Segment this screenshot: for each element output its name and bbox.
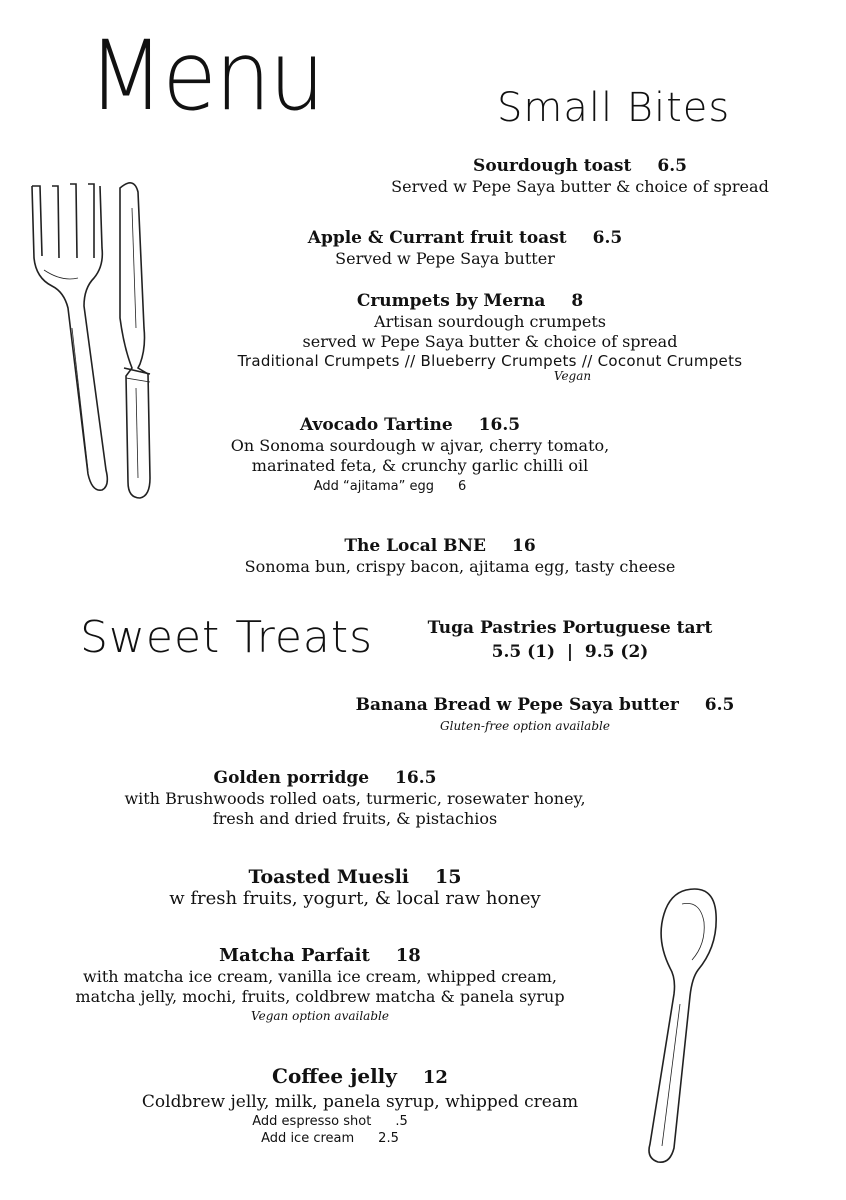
item-description: w fresh fruits, yogurt, & local raw honey <box>169 888 541 909</box>
menu-item-toasted-muesli <box>120 866 590 910</box>
item-price: 16 <box>511 536 536 556</box>
menu-item-matcha-parfait <box>50 945 590 1024</box>
item-name: Apple & Currant fruit toast <box>307 228 567 248</box>
item-price: 6.5 <box>657 156 687 176</box>
item-note: Vegan <box>553 369 592 383</box>
item-price: 15 <box>435 866 462 888</box>
item-description: served w Pepe Saya butter & choice of spread <box>302 332 678 351</box>
item-description: Sonoma bun, crispy bacon, ajitama egg, tasty cheese <box>244 557 676 576</box>
item-options: Traditional Crumpets // Blueberry Crumpets // Coconut Crumpets <box>237 352 743 370</box>
item-description: Artisan sourdough crumpets <box>374 312 606 331</box>
menu-item-fruit-toast <box>220 227 710 269</box>
item-description: Served w Pepe Saya butter <box>335 249 555 268</box>
addon-label: Add espresso shot <box>252 1114 372 1129</box>
item-name: Golden porridge <box>213 768 370 788</box>
item-name: The Local BNE <box>344 536 486 556</box>
item-name: Tuga Pastries Portuguese tart <box>427 618 713 638</box>
menu-item-banana-bread <box>340 694 750 734</box>
addon-label: Add “ajitama” egg <box>313 479 434 494</box>
addon-label: Add ice cream <box>261 1131 355 1146</box>
item-name: Matcha Parfait <box>219 945 370 966</box>
item-description: fresh and dried fruits, & pistachios <box>212 809 498 828</box>
item-name: Banana Bread w Pepe Saya butter <box>355 695 679 715</box>
item-name: Crumpets by Merna <box>356 291 546 311</box>
item-name: Avocado Tartine <box>299 415 453 435</box>
menu-item-coffee-jelly <box>110 1063 610 1147</box>
addon-price: .5 <box>395 1114 408 1129</box>
item-price: 8 <box>571 291 584 311</box>
menu-item-golden-porridge <box>60 767 650 829</box>
item-description: marinated feta, & crunchy garlic chilli oil <box>251 456 589 475</box>
menu-item-local-bne <box>200 535 720 577</box>
section-heading-small-bites: Small Bites <box>497 85 731 131</box>
item-description: matcha jelly, mochi, fruits, coldbrew matcha & panela syrup <box>75 987 565 1006</box>
item-price: 18 <box>395 945 421 966</box>
item-name: Toasted Muesli <box>248 866 410 888</box>
item-description: with Brushwoods rolled oats, turmeric, rosewater honey, <box>124 789 586 808</box>
fork-icon <box>22 178 112 500</box>
spoon-icon <box>634 884 726 1166</box>
item-price: 5.5 (1) | 9.5 (2) <box>491 642 649 662</box>
item-name: Sourdough toast <box>473 156 632 176</box>
item-note: Gluten-free option available <box>440 719 610 733</box>
item-note: Vegan option available <box>251 1009 389 1023</box>
page-title: Menu <box>88 20 324 132</box>
item-description: Coldbrew jelly, milk, panela syrup, whipped cream <box>141 1092 579 1112</box>
menu-item-crumpets <box>180 290 800 384</box>
item-description: with matcha ice cream, vanilla ice cream, whipped cream, <box>83 967 557 986</box>
menu-item-avocado-tartine <box>190 414 650 495</box>
item-price: 16.5 <box>478 415 521 435</box>
item-price: 6.5 <box>704 695 735 715</box>
item-price: 6.5 <box>592 228 623 248</box>
item-name: Coffee jelly <box>272 1064 397 1088</box>
item-price: 16.5 <box>395 768 437 788</box>
knife-icon <box>104 178 162 504</box>
section-heading-sweet-treats: Sweet Treats <box>80 612 374 663</box>
addon-price: 2.5 <box>378 1131 399 1146</box>
item-description: Served w Pepe Saya butter & choice of spread <box>391 177 769 196</box>
item-description: On Sonoma sourdough w ajvar, cherry tomato, <box>230 436 610 455</box>
menu-item-portuguese-tart <box>410 617 730 663</box>
addon-price: 6 <box>458 479 467 494</box>
menu-item-sourdough-toast <box>300 155 846 197</box>
item-price: 12 <box>422 1067 448 1088</box>
